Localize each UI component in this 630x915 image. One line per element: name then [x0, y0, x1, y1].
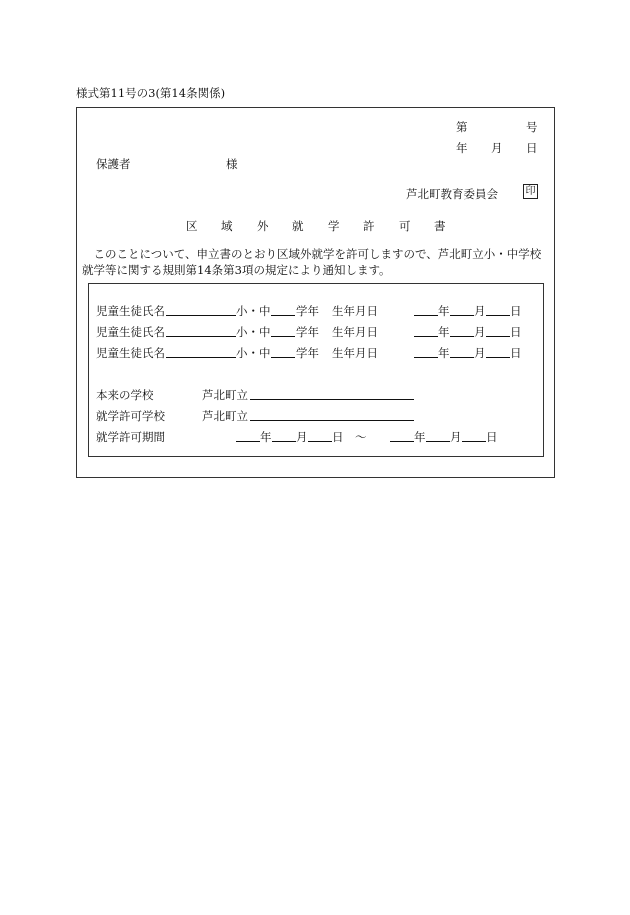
original-school-prefix: 芦北町立	[202, 388, 248, 402]
guardian-label: 保護者	[96, 157, 131, 171]
grade-blank	[271, 357, 295, 358]
year-blank	[414, 315, 438, 316]
day-blank	[486, 315, 510, 316]
month-label: 月	[474, 325, 486, 339]
end-day-blank	[462, 441, 486, 442]
title-char: 許	[363, 219, 375, 233]
title-char: 学	[328, 219, 340, 233]
date-year: 年	[456, 141, 468, 155]
school-type: 小・中	[236, 304, 271, 318]
title-char: 就	[292, 219, 304, 233]
year-label: 年	[438, 304, 450, 318]
month-blank	[450, 357, 474, 358]
student-name-label: 児童生徒氏名	[96, 304, 165, 318]
number-prefix: 第	[456, 120, 468, 134]
grade-blank	[271, 336, 295, 337]
document-title	[0, 218, 630, 234]
permitted-school-label: 就学許可学校	[96, 409, 165, 423]
dob-label: 生年月日	[332, 346, 378, 360]
start-year-blank	[236, 441, 260, 442]
permitted-school-prefix: 芦北町立	[202, 409, 248, 423]
name-blank	[166, 336, 236, 337]
title-char: 書	[434, 219, 446, 233]
year-blank	[414, 336, 438, 337]
grade-label: 学年	[296, 325, 319, 339]
end-year: 年	[414, 430, 426, 444]
month-label: 月	[474, 346, 486, 360]
period-tilde: ～	[355, 430, 367, 444]
notice-body: このことについて、申立書のとおり区域外就学を許可しますので、芦北町立小・中学校就学等に関する規則第14条第3項の規定により通知します。	[82, 247, 542, 277]
period-label: 就学許可期間	[96, 430, 165, 444]
grade-label: 学年	[296, 346, 319, 360]
title-char: 外	[257, 219, 269, 233]
issuer-name: 芦北町教育委員会	[406, 187, 498, 201]
original-school-blank	[250, 399, 414, 400]
year-blank	[414, 357, 438, 358]
school-type: 小・中	[236, 325, 271, 339]
start-month-blank	[272, 441, 296, 442]
school-type: 小・中	[236, 346, 271, 360]
grade-label: 学年	[296, 304, 319, 318]
name-blank	[166, 357, 236, 358]
day-label: 日	[510, 325, 522, 339]
month-label: 月	[474, 304, 486, 318]
student-name-label: 児童生徒氏名	[96, 346, 165, 360]
end-month-blank	[426, 441, 450, 442]
name-blank	[166, 315, 236, 316]
grade-blank	[271, 315, 295, 316]
original-school-label: 本来の学校	[96, 388, 154, 402]
start-year: 年	[260, 430, 272, 444]
end-month: 月	[450, 430, 462, 444]
dob-label: 生年月日	[332, 325, 378, 339]
dob-label: 生年月日	[332, 304, 378, 318]
title-char: 可	[399, 219, 411, 233]
date-day: 日	[526, 141, 538, 155]
month-blank	[450, 336, 474, 337]
day-label: 日	[510, 304, 522, 318]
start-day: 日	[332, 430, 344, 444]
year-label: 年	[438, 325, 450, 339]
permitted-school-blank	[250, 420, 414, 421]
number-suffix: 号	[526, 120, 538, 134]
title-char: 域	[221, 219, 233, 233]
start-day-blank	[308, 441, 332, 442]
end-year-blank	[390, 441, 414, 442]
day-label: 日	[510, 346, 522, 360]
month-blank	[450, 315, 474, 316]
seal-mark: 印	[523, 184, 538, 199]
end-day: 日	[486, 430, 498, 444]
day-blank	[486, 336, 510, 337]
student-name-label: 児童生徒氏名	[96, 325, 165, 339]
day-blank	[486, 357, 510, 358]
title-char: 区	[186, 219, 198, 233]
start-month: 月	[296, 430, 308, 444]
year-label: 年	[438, 346, 450, 360]
form-number: 様式第11号の3(第14条関係)	[76, 86, 226, 100]
date-month: 月	[491, 141, 503, 155]
honorific: 様	[226, 157, 238, 171]
